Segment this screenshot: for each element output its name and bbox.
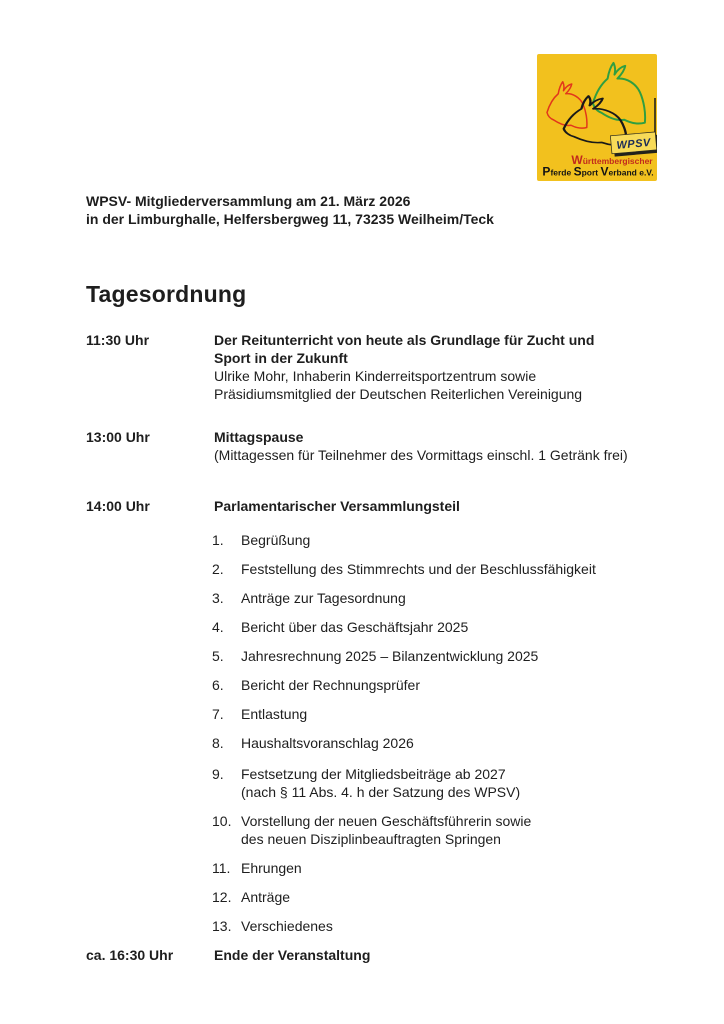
agenda-item-text	[241, 647, 538, 665]
agenda-item-number: 1.	[212, 532, 224, 548]
agenda-item-number: 2.	[212, 561, 224, 577]
session-detail-line: Präsidiumsmitglied der Deutschen Reiterlichen Vereinigung	[214, 386, 583, 402]
wpsv-plate-label: WPSV	[616, 136, 652, 152]
agenda-item	[212, 647, 596, 665]
agenda-item-text	[241, 917, 333, 935]
agenda-item	[212, 589, 596, 607]
agenda-item-text	[241, 734, 414, 752]
agenda-item-line: Anträge	[241, 889, 291, 905]
meeting-header-line2: in der Limburghalle, Helfersbergweg 11, 73235 Weilheim/Teck	[86, 211, 494, 227]
closing-label: Ende der Veranstaltung	[214, 947, 371, 963]
agenda-item-number: 4.	[212, 619, 224, 635]
agenda-item	[212, 859, 596, 877]
agenda-item	[212, 812, 596, 848]
logo-text-line2: Pferde Sport Verband e.V.	[542, 164, 654, 179]
agenda-item-line: Haushaltsvoranschlag 2026	[241, 735, 414, 751]
meeting-header	[86, 192, 706, 228]
schedule-row	[86, 428, 706, 464]
agenda-item-line: (nach § 11 Abs. 4. h der Satzung des WPSV)	[241, 784, 521, 800]
closing-time-label: ca. 16:30 Uhr	[86, 947, 174, 963]
agenda-item-line: Entlastung	[241, 706, 308, 722]
session-title-line: Der Reitunterricht von heute als Grundlage für Zucht und	[214, 332, 595, 348]
meeting-header-line1: WPSV- Mitgliederversammlung am 21. März 2026	[86, 193, 411, 209]
agenda-item-number: 10.	[212, 813, 232, 829]
agenda-item-line: Festsetzung der Mitgliedsbeiträge ab 2027	[241, 766, 506, 782]
agenda-item-text	[241, 618, 468, 636]
agenda-item-line: Ehrungen	[241, 860, 302, 876]
agenda-item-number: 8.	[212, 735, 224, 751]
agenda-item-text	[241, 676, 420, 694]
page-title: Tagesordnung	[86, 281, 247, 307]
agenda-item	[212, 734, 596, 752]
agenda-item-text	[241, 765, 520, 801]
session-title-line: Mittagspause	[214, 429, 304, 445]
agenda-item-text	[241, 705, 307, 723]
agenda-item	[212, 765, 596, 801]
agenda-item	[212, 917, 596, 935]
agenda-item-text	[241, 888, 290, 906]
logo-line1-text: ürttembergischer	[582, 156, 653, 166]
schedule-content	[214, 497, 596, 946]
schedule-row	[86, 331, 706, 403]
agenda-item-text	[241, 589, 406, 607]
agenda-item-number: 13.	[212, 918, 232, 934]
agenda-item-text	[241, 531, 310, 549]
session-detail-line: Ulrike Mohr, Inhaberin Kinderreitsportzentrum sowie	[214, 368, 537, 384]
agenda-item-number: 3.	[212, 590, 224, 606]
schedule-content	[214, 428, 628, 464]
agenda-item	[212, 676, 596, 694]
time-label: 14:00 Uhr	[86, 498, 150, 514]
wpsv-logo	[537, 54, 657, 181]
agenda-item-number: 7.	[212, 706, 224, 722]
agenda-item-line: Anträge zur Tagesordnung	[241, 590, 406, 606]
agenda-item-line: Vorstellung der neuen Geschäftsführerin sowie	[241, 813, 532, 829]
document-body	[86, 192, 706, 964]
schedule-row	[86, 497, 706, 946]
agenda-item-line: Jahresrechnung 2025 – Bilanzentwicklung 2025	[241, 648, 539, 664]
agenda-item-number: 11.	[212, 860, 231, 876]
agenda-item-text	[241, 812, 531, 848]
agenda-item	[212, 705, 596, 723]
agenda-item	[212, 618, 596, 636]
agenda-item-line: Feststellung des Stimmrechts und der Beschlussfähigkeit	[241, 561, 596, 577]
agenda-item-number: 9.	[212, 766, 224, 782]
schedule-content	[214, 331, 594, 403]
agenda-item-text	[241, 560, 596, 578]
agenda-item-line: Bericht der Rechnungsprüfer	[241, 677, 420, 693]
session-title-line: Sport in der Zukunft	[214, 350, 348, 366]
agenda-item-line: Bericht über das Geschäftsjahr 2025	[241, 619, 469, 635]
agenda-item-number: 12.	[212, 889, 232, 905]
closing-row	[86, 946, 706, 964]
schedule	[86, 331, 706, 946]
agenda-list	[212, 531, 596, 935]
agenda-item-number: 5.	[212, 648, 224, 664]
agenda-item	[212, 560, 596, 578]
agenda-item-line: Verschiedenes	[241, 918, 333, 934]
agenda-item	[212, 888, 596, 906]
session-detail-line: (Mittagessen für Teilnehmer des Vormittags einschl. 1 Getränk frei)	[214, 447, 628, 463]
agenda-item	[212, 531, 596, 549]
agenda-item-line: Begrüßung	[241, 532, 311, 548]
agenda-item-number: 6.	[212, 677, 224, 693]
logo-text-line1: Württembergischer	[571, 153, 653, 167]
time-label: 11:30 Uhr	[86, 332, 150, 348]
session-title-line: Parlamentarischer Versammlungsteil	[214, 498, 460, 514]
time-label: 13:00 Uhr	[86, 429, 150, 445]
agenda-item-text	[241, 859, 302, 877]
agenda-item-line: des neuen Disziplinbeauftragten Springen	[241, 831, 501, 847]
